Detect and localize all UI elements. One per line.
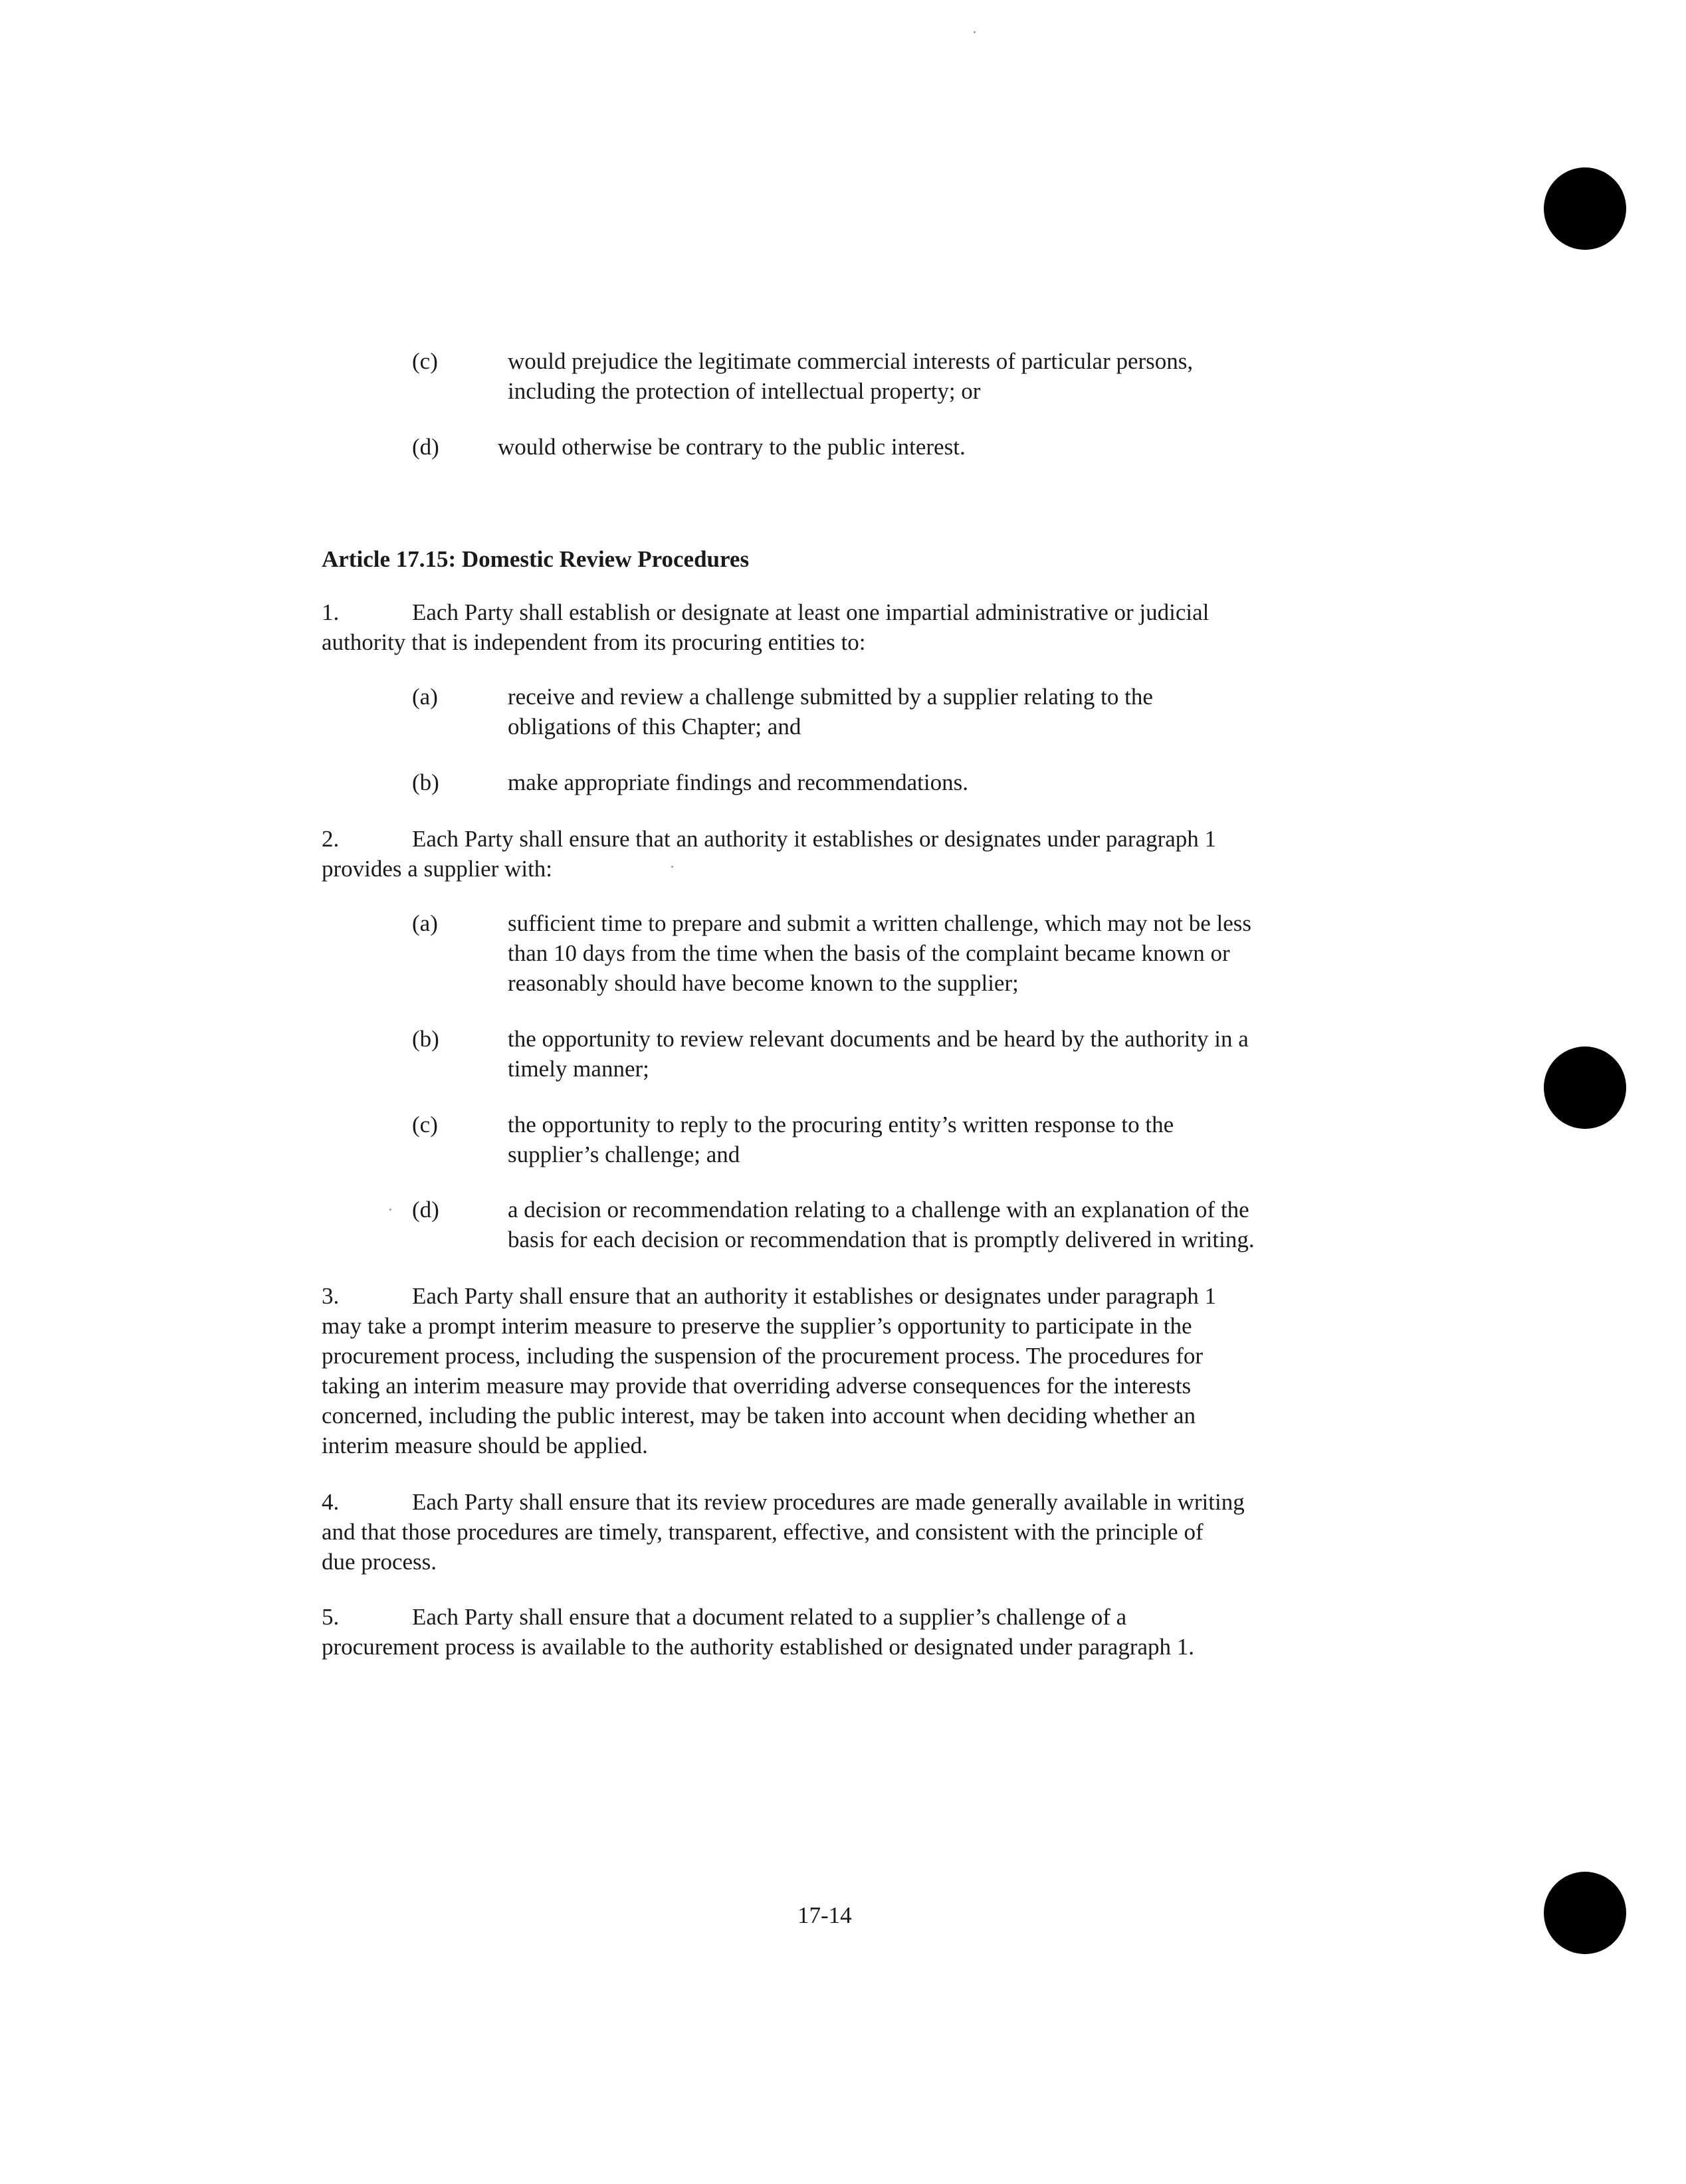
paragraph-line: due process.: [322, 1549, 437, 1575]
item-text-line: make appropriate findings and recommendations.: [508, 769, 968, 795]
item-text-line: would otherwise be contrary to the public interest.: [498, 434, 966, 460]
item-text-line: the opportunity to reply to the procuring entity’s written response to the: [508, 1112, 1174, 1138]
paragraph-line: procurement process, including the suspension of the procurement process. The procedures for: [322, 1343, 1204, 1369]
item-text-line: timely manner;: [508, 1056, 649, 1082]
item-label: (b): [412, 1026, 439, 1052]
paragraph-line: Each Party shall ensure that its review procedures are made generally available in writing: [412, 1489, 1245, 1515]
item-text-line: basis for each decision or recommendation that is promptly delivered in writing.: [508, 1227, 1255, 1252]
paragraph-number: 2.: [322, 826, 340, 852]
paragraph-line: taking an interim measure may provide that overriding adverse consequences for the interests: [322, 1373, 1192, 1399]
paragraph-number: 5.: [322, 1604, 340, 1630]
paragraph-number: 1.: [322, 599, 340, 625]
item-label: (d): [412, 434, 439, 460]
item-text-line: the opportunity to review relevant documents and be heard by the authority in a: [508, 1026, 1249, 1052]
article-heading: Article 17.15: Domestic Review Procedures: [322, 546, 750, 572]
item-text-line: including the protection of intellectual property; or: [508, 378, 981, 404]
paragraph-line: Each Party shall ensure that an authority it establishes or designates under paragraph 1: [412, 1283, 1217, 1309]
item-label: (c): [412, 1112, 438, 1138]
item-text-line: a decision or recommendation relating to a challenge with an explanation of the: [508, 1197, 1249, 1223]
paragraph-line: Each Party shall establish or designate at least one impartial administrative or judicial: [412, 599, 1210, 625]
paragraph-line: may take a prompt interim measure to preserve the supplier’s opportunity to participate in the: [322, 1313, 1192, 1339]
item-text-line: sufficient time to prepare and submit a written challenge, which may not be less: [508, 910, 1252, 936]
item-label: (c): [412, 348, 438, 374]
item-label: (d): [412, 1197, 439, 1223]
page-number: 17-14: [797, 1902, 852, 1928]
item-text-line: reasonably should have become known to the supplier;: [508, 970, 1019, 996]
item-text-line: receive and review a challenge submitted by a supplier relating to the: [508, 684, 1153, 710]
scan-speck: [974, 31, 976, 33]
paragraph-line: interim measure should be applied.: [322, 1433, 648, 1458]
item-text-line: obligations of this Chapter; and: [508, 714, 801, 740]
scan-speck: [389, 1209, 391, 1211]
paragraph-line: and that those procedures are timely, transparent, effective, and consistent with the principle of: [322, 1519, 1204, 1545]
item-label: (b): [412, 769, 439, 795]
item-text-line: than 10 days from the time when the basis of the complaint became known or: [508, 940, 1230, 966]
item-label: (a): [412, 684, 438, 710]
paragraph-number: 4.: [322, 1489, 340, 1515]
item-text-line: would prejudice the legitimate commercial interests of particular persons,: [508, 348, 1194, 374]
paragraph-line: Each Party shall ensure that a document related to a supplier’s challenge of a: [412, 1604, 1127, 1630]
paragraph-line: provides a supplier with:: [322, 856, 553, 882]
punch-hole-middle: [1544, 1046, 1626, 1129]
punch-hole-bottom: [1544, 1872, 1626, 1954]
item-label: (a): [412, 910, 438, 936]
item-text-line: supplier’s challenge; and: [508, 1142, 740, 1167]
paragraph-line: Each Party shall ensure that an authority it establishes or designates under paragraph 1: [412, 826, 1217, 852]
scan-speck: [671, 866, 673, 868]
paragraph-number: 3.: [322, 1283, 340, 1309]
paragraph-line: authority that is independent from its procuring entities to:: [322, 629, 866, 655]
paragraph-line: procurement process is available to the authority established or designated under paragraph 1.: [322, 1634, 1195, 1660]
paragraph-line: concerned, including the public interest, may be taken into account when deciding whether an: [322, 1403, 1196, 1429]
punch-hole-top: [1544, 167, 1626, 250]
